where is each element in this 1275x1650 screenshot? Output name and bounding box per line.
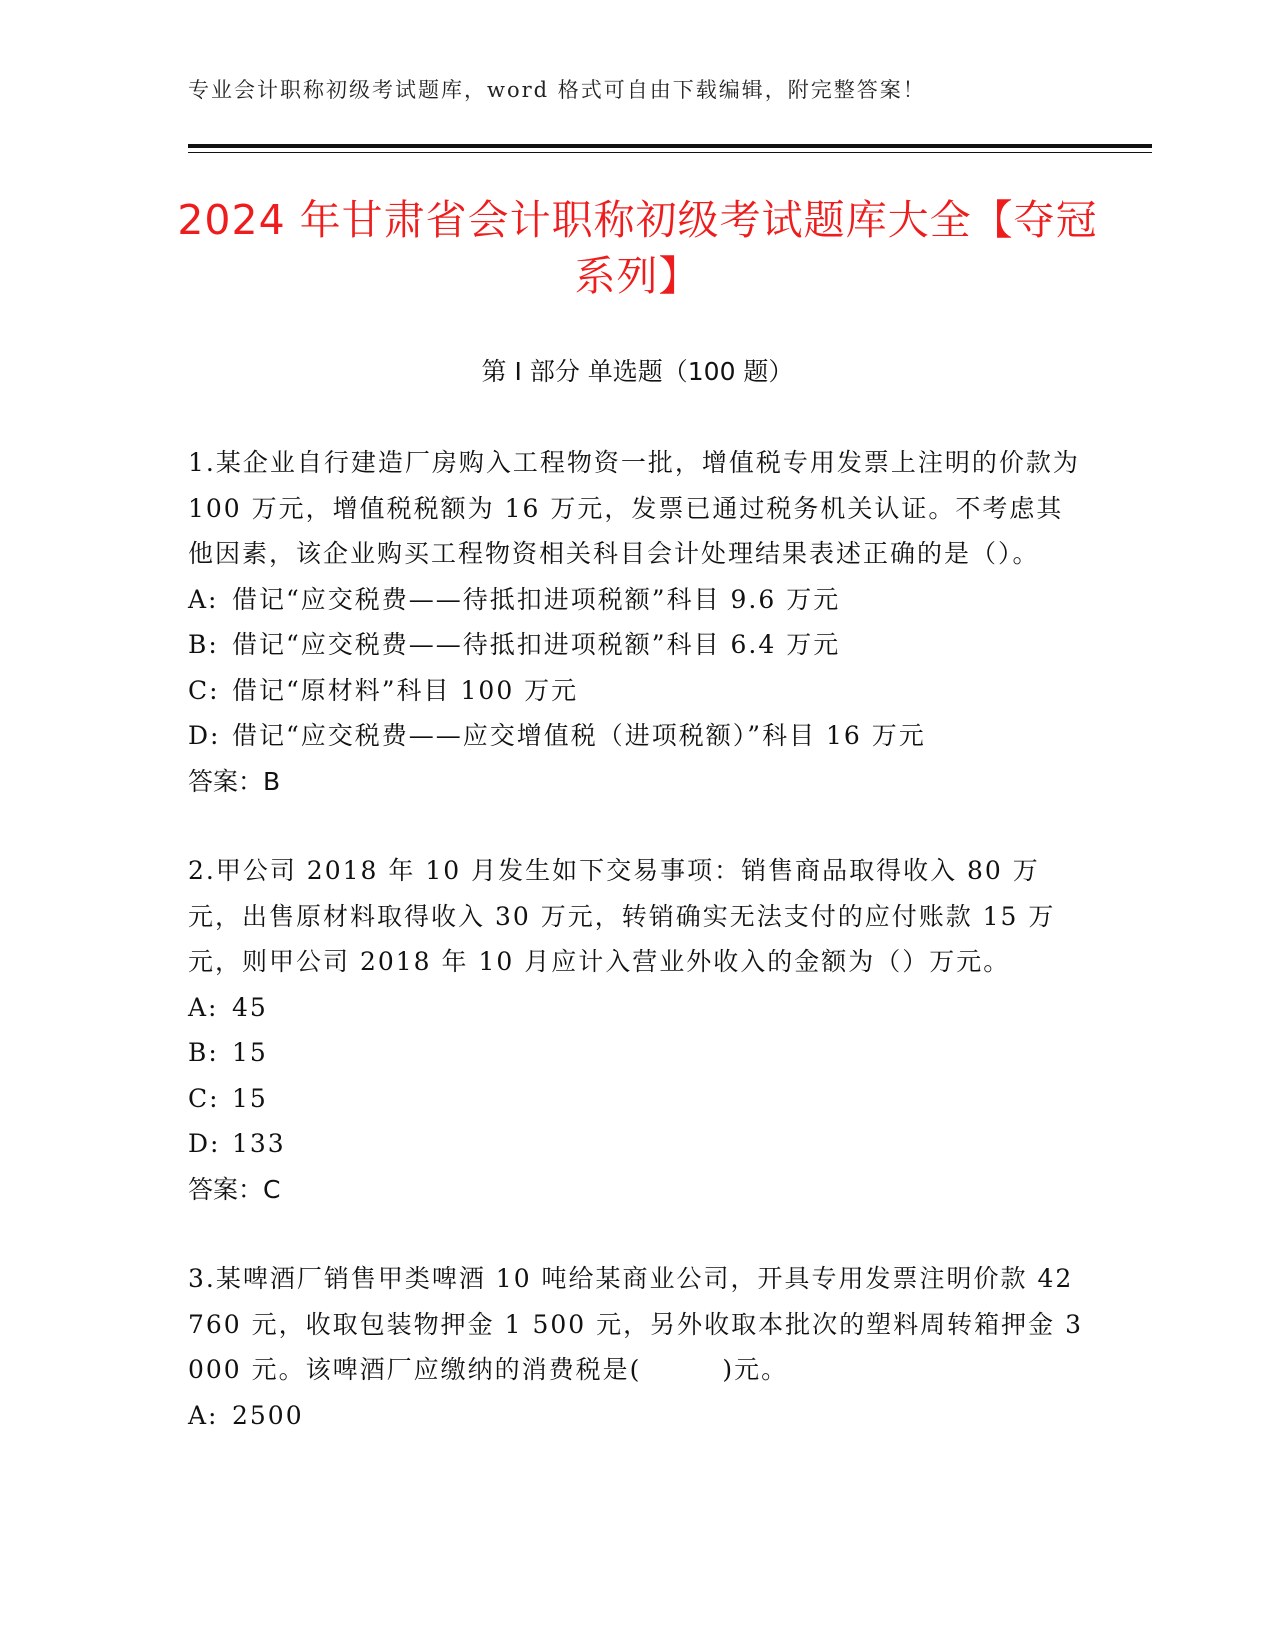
option-letter: D: bbox=[188, 721, 221, 750]
option-letter: A: bbox=[188, 992, 219, 1022]
option-text: 借记“应交税费——待抵扣进项税额”科目 9.6 万元 bbox=[232, 584, 841, 614]
answer-line bbox=[188, 759, 1088, 805]
option-d bbox=[188, 1121, 1088, 1167]
question-2 bbox=[188, 848, 1088, 1212]
option-text: 45 bbox=[232, 992, 268, 1022]
answer-label: 答案： bbox=[188, 766, 264, 796]
option-text: 15 bbox=[232, 1038, 268, 1067]
header-rule-thin bbox=[188, 152, 1152, 153]
option-text: 借记“应交税费——待抵扣进项税额”科目 6.4 万元 bbox=[232, 630, 841, 659]
option-letter: C: bbox=[188, 1083, 220, 1113]
answer-value: B bbox=[263, 766, 281, 796]
option-a bbox=[188, 985, 1088, 1031]
option-text: 借记“应交税费——应交增值税（进项税额）”科目 16 万元 bbox=[232, 721, 926, 750]
option-a bbox=[188, 1393, 1088, 1439]
question-stem: 3.某啤酒厂销售甲类啤酒 10 吨给某商业公司，开具专用发票注明价款 42 760 元，收取包装物押金 1 500 元，另外收取本批次的塑料周转箱押金 3 000 元。该啤酒厂应缴纳的消费税是( )元。 bbox=[188, 1264, 1083, 1384]
option-text: 借记“原材料”科目 100 万元 bbox=[232, 675, 579, 705]
header-rule-thick bbox=[188, 144, 1152, 148]
section-title: 第 I 部分 单选题（100 题） bbox=[481, 357, 794, 386]
document-title: 2024 年甘肃省会计职称初级考试题库大全【夺冠系列】 bbox=[177, 196, 1098, 300]
question-list bbox=[188, 440, 1088, 1482]
option-letter: C: bbox=[188, 675, 220, 705]
option-b bbox=[188, 1030, 1088, 1076]
option-text: 2500 bbox=[232, 1400, 304, 1430]
option-a bbox=[188, 577, 1088, 623]
option-c bbox=[188, 1076, 1088, 1122]
question-1 bbox=[188, 440, 1088, 804]
option-letter: A: bbox=[188, 584, 219, 614]
option-c bbox=[188, 668, 1088, 714]
question-stem: 2.甲公司 2018 年 10 月发生如下交易事项：销售商品取得收入 80 万元，出售原材料取得收入 30 万元，转销确实无法支付的应付账款 15 万元，则甲公司 2018 年 10 月应计入营业外收入的金额为（）万元。 bbox=[188, 856, 1056, 976]
page-header-text: 专业会计职称初级考试题库，word 格式可自由下载编辑，附完整答案！ bbox=[188, 78, 926, 102]
answer-line bbox=[188, 1167, 1088, 1213]
option-letter: B: bbox=[188, 1038, 219, 1067]
option-b bbox=[188, 622, 1088, 668]
answer-label: 答案： bbox=[188, 1174, 264, 1204]
option-letter: A: bbox=[188, 1400, 219, 1430]
option-d bbox=[188, 713, 1088, 759]
option-text: 133 bbox=[232, 1129, 286, 1158]
option-letter: D: bbox=[188, 1129, 221, 1158]
option-letter: B: bbox=[188, 630, 219, 659]
option-text: 15 bbox=[232, 1083, 268, 1113]
answer-value: C bbox=[263, 1174, 281, 1204]
question-3 bbox=[188, 1256, 1088, 1438]
question-stem: 1.某企业自行建造厂房购入工程物资一批，增值税专用发票上注明的价款为 100 万元，增值税税额为 16 万元，发票已通过税务机关认证。不考虑其他因素，该企业购买工程物资相关科目会计处理结果表述正确的是（）。 bbox=[188, 448, 1080, 568]
